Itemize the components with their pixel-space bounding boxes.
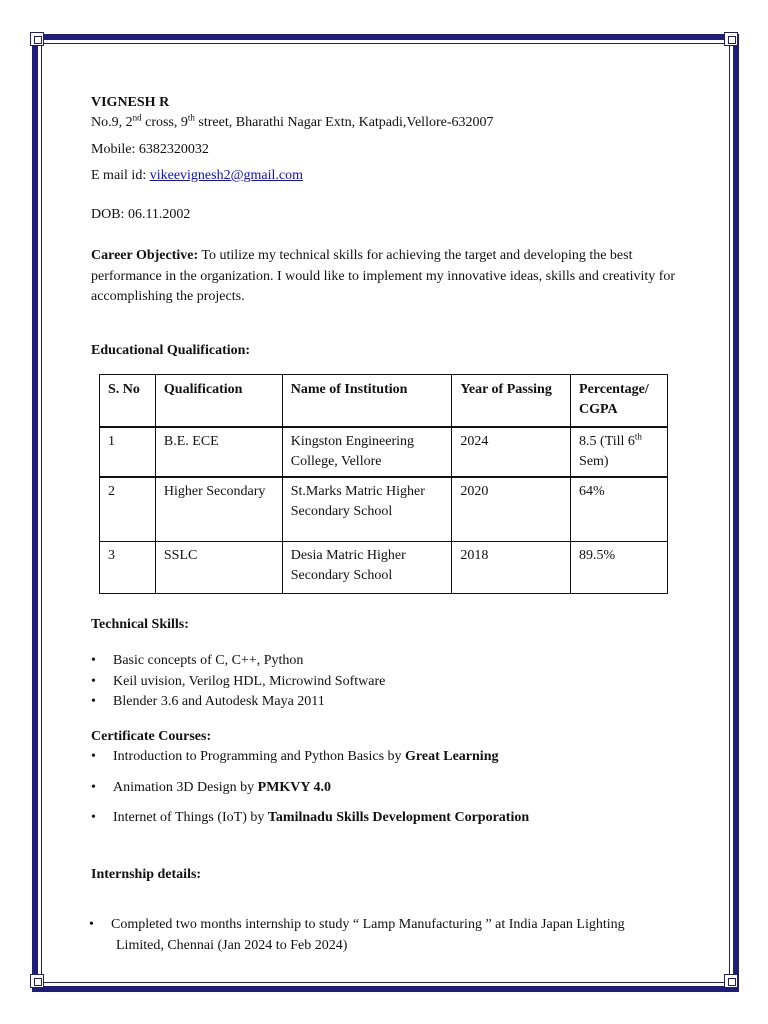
column-header: Year of Passing [452, 375, 571, 427]
technical-skills-list [91, 651, 385, 713]
dob-value: 06.11.2002 [127, 207, 191, 222]
education-heading: Educational Qualification: [91, 343, 251, 358]
column-header: S. No [100, 375, 156, 427]
mobile-number: 6382320032 [138, 142, 209, 157]
corner-ornament-top-right [724, 32, 738, 46]
certificate-courses-heading: Certificate Courses: [91, 729, 212, 744]
address-line: No.9, 2nd cross, 9th street, Bharathi Nagar Extn, Katpadi,Vellore-632007 [91, 112, 494, 130]
column-header: Qualification [155, 375, 282, 427]
corner-ornament-bottom-right [724, 974, 738, 988]
column-header: Name of Institution [282, 375, 452, 427]
career-objective-text: To utilize my technical skills for achieving the target and developing the best performance in the organization. I would like to implement my innovative ideas, skills and creativity for accomplishing the projects. [91, 248, 676, 304]
corner-ornament-top-left [30, 32, 44, 46]
column-header: Percentage/ CGPA [571, 375, 668, 427]
table-header-row [100, 375, 668, 427]
corner-ornament-bottom-left [30, 974, 44, 988]
certificate-courses-list [91, 747, 529, 839]
education-table [99, 374, 668, 594]
list-item: • Blender 3.6 and Autodesk Maya 2011 [91, 692, 385, 713]
technical-skills-heading: Technical Skills: [91, 617, 189, 632]
list-item: • Keil uvision, Verilog HDL, Microwind Software [91, 672, 385, 693]
table-row: 2 Higher Secondary St.Marks Matric Higher Secondary School 2020 64% [100, 477, 668, 542]
email-line: E mail id: vikeevignesh2@gmail.com [91, 168, 303, 183]
list-item: • Animation 3D Design by PMKVY 4.0 [91, 778, 529, 798]
email-link[interactable]: vikeevignesh2@gmail.com [149, 168, 303, 183]
career-objective-heading: Career Objective: [91, 248, 199, 263]
list-item: • Introduction to Programming and Python Basics by Great Learning [91, 747, 529, 767]
candidate-name: VIGNESH R [91, 95, 170, 110]
list-item: • Internet of Things (IoT) by Tamilnadu Skills Development Corporation [91, 808, 529, 828]
mobile-line: Mobile: 6382320032 [91, 142, 209, 157]
internship-list [91, 915, 681, 956]
list-item: • Completed two months internship to study “ Lamp Manufacturing ” at India Japan Lighting Limited, Chennai (Jan 2024 to Feb 2024) [89, 915, 679, 956]
list-item: • Basic concepts of C, C++, Python [91, 651, 385, 672]
internship-heading: Internship details: [91, 867, 202, 882]
career-objective [91, 246, 691, 308]
table-row: 3 SSLC Desia Matric Higher Secondary School 2018 89.5% [100, 542, 668, 594]
dob-line: DOB: 06.11.2002 [91, 207, 191, 222]
table-row: 1 B.E. ECE Kingston Engineering College, Vellore 2024 8.5 (Till 6th Sem) [100, 427, 668, 477]
